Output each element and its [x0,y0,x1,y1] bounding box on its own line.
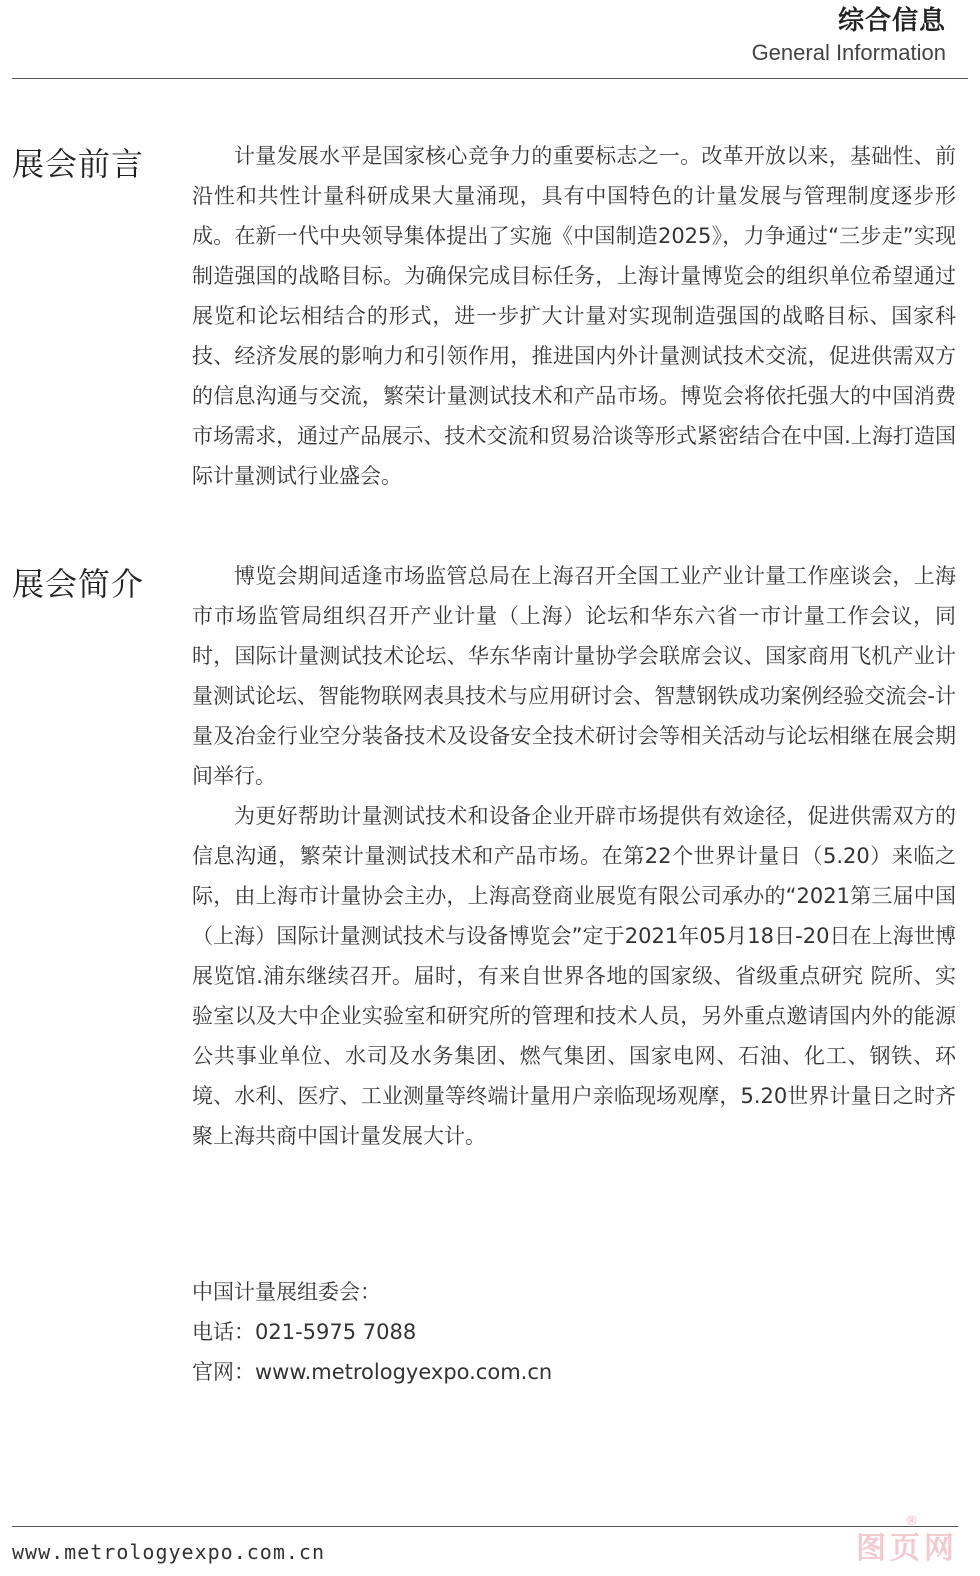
section-title-preface: 展会前言 [12,145,145,183]
footer-url[interactable]: www.metrologyexpo.com.cn [12,1540,325,1564]
watermark-text: 图页网 [856,1531,958,1566]
watermark-logo [848,1514,958,1570]
section-body-intro [192,556,956,1156]
paragraph: 计量发展水平是国家核心竞争力的重要标志之一。改革开放以来，基础性、前沿性和共性计量科研成果大量涌现，具有中国特色的计量发展与管理制度逐步形成。在新一代中央领导集体提出了实施《中国制造2025》，力争通过“三步走”实现制造强国的战略目标。为确保完成目标任务，上海计量博览会的组织单位希望通过展览和论坛相结合的形式，进一步扩大计量对实现制造强国的战略目标、国家科技、经济发展的影响力和引领作用，推进国内外计量测试技术交流，促进供需双方的信息沟通与交流，繁荣计量测试技术和产品市场。博览会将依托强大的中国消费市场需求，通过产品展示、技术交流和贸易洽谈等形式紧密结合在中国.上海打造国际计量测试行业盛会。 [192,144,956,488]
contact-org: 中国计量展组委会： [192,1280,381,1304]
page-header [752,4,946,68]
registered-mark: ® [905,1514,918,1529]
section-body-preface [192,136,956,496]
paragraph: 为更好帮助计量测试技术和设备企业开辟市场提供有效途径，促进供需双方的信息沟通，繁荣计量测试技术和产品市场。在第22个世界计量日（5.20）来临之际，由上海市计量协会主办，上海高登商业展览有限公司承办的“2021第三届中国（上海）国际计量测试技术与设备博览会”定于2021年05月18日-20日在上海世博展览馆.浦东继续召开。届时，有来自世界各地的国家级、省级重点研究 院所、实验室以及大中企业实验室和研究所的管理和技术人员，另外重点邀请国内外的能源公共事业单位、水司及水务集团、燃气集团、国家电网、石油、化工、钢铁、环境、水利、医疗、工业测量等终端计量用户亲临现场观摩，5.20世界计量日之时齐聚上海共商中国计量发展大计。 [192,804,956,1148]
contact-website[interactable]: 官网：www.metrologyexpo.com.cn [192,1360,553,1384]
contact-phone: 电话：021-5975 7088 [192,1320,417,1344]
header-title-zh: 综合信息 [837,6,946,36]
header-title-en: General Information [751,40,946,65]
header-divider [12,78,968,79]
contact-block [192,1272,552,1392]
section-title-intro: 展会简介 [12,565,145,603]
footer-divider [12,1526,958,1527]
paragraph: 博览会期间适逢市场监管总局在上海召开全国工业产业计量工作座谈会，上海市市场监管局组织召开产业计量（上海）论坛和华东六省一市计量工作会议，同时，国际计量测试技术论坛、华东华南计量协学会联席会议、国家商用飞机产业计量测试论坛、智能物联网表具技术与应用研讨会、智慧钢铁成功案例经验交流会-计量及冶金行业空分装备技术及设备安全技术研讨会等相关活动与论坛相继在展会期间举行。 [192,564,956,788]
